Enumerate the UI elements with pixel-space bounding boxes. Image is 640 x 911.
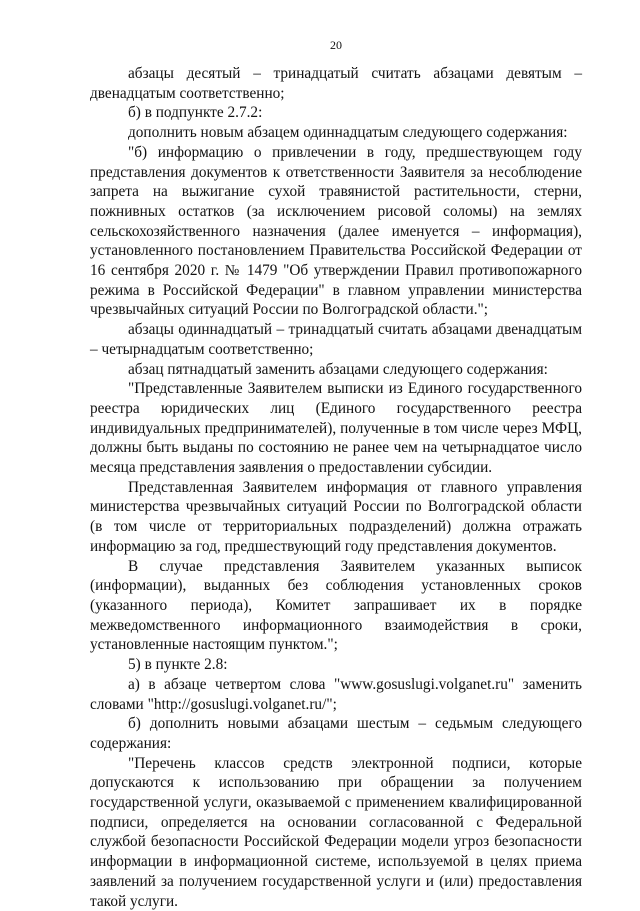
paragraph-subpoint-2-7-2: б) в подпункте 2.7.2: bbox=[128, 104, 263, 122]
paragraph-url-replace: а) в абзаце четвертом слова "www.gosuslugi.volganet.ru" заменить словами "http://gosuslugi.volganet.ru/"; bbox=[90, 675, 582, 713]
paragraph-add-sixth-seventh: б) дополнить новыми абзацами шестым – седьмым следующего содержания: bbox=[90, 715, 582, 752]
document-page bbox=[90, 0, 582, 910]
paragraph-point-2-8: 5) в пункте 2.8: bbox=[128, 656, 228, 674]
paragraph-replace-fifteenth: абзац пятнадцатый заменить абзацами следующего содержания: bbox=[128, 360, 548, 378]
page-number: 20 bbox=[330, 38, 342, 52]
paragraph-esign-classes: "Перечень классов средств электронной подписи, которые допускаются к использованию при обращении за получением государственной услуги, оказываемой с применением квалифицированной подписи, определяется на основании согласованной с Федеральной службой безопасности Российской Федерации модели угроз безопасности информации в информационной системе, используемой в целях приема заявлений за получением государственной услуги и (или) предоставления такой услуги. bbox=[90, 754, 582, 910]
paragraph-add-eleventh: дополнить новым абзацем одиннадцатым следующего содержания: bbox=[128, 124, 568, 142]
document-body bbox=[90, 64, 582, 911]
paragraph-renumbering-2: абзацы одиннадцатый – тринадцатый считать абзацами двенадцатым – четырнадцатым соответственно; bbox=[90, 321, 582, 358]
paragraph-fire-info: "б) информацию о привлечении в году, предшествующем году представления документов к ответственности Заявителя за несоблюдение запрета на выжигание сухой травянистой растительности, стерни, пожнивных остатков (за исключением рисовой соломы) на землях сельскохозяйственного назначения (далее именуется – информация), установленного постановлением Правительства Российской Федерации от 16 сентября 2020 г. № 1479 "Об утверждении Правил противопожарного режима в Российской Федерации" в главном управлении министерства чрезвычайных ситуаций России по Волгоградской области."; bbox=[90, 143, 582, 319]
paragraph-emergency-info: Представленная Заявителем информация от главного управления министерства чрезвычайных ситуаций России по Волгоградской области (в том числе от территориальных подразделений) должна отражать информацию за год, предшествующий году представления документов. bbox=[90, 478, 582, 555]
paragraph-interagency-request: В случае представления Заявителем указанных выписок (информации), выданных без соблюдения установленных сроков (указанного периода), Комитет запрашивает их в порядке межведомственного информационного взаимодействия в сроки, установленные настоящим пунктом."; bbox=[90, 557, 582, 654]
paragraph-registry-extracts: "Представленные Заявителем выписки из Единого государственного реестра юридических лиц (Единого государственного реестра индивидуальных предпринимателей), полученные в том числе через МФЦ, должны быть выданы по состоянию не ранее чем на четырнадцатое число месяца представления заявления о предоставлении субсидии. bbox=[90, 380, 582, 477]
paragraph-renumbering-1: абзацы десятый – тринадцатый считать абзацами девятым – двенадцатым соответственно; bbox=[90, 65, 582, 102]
